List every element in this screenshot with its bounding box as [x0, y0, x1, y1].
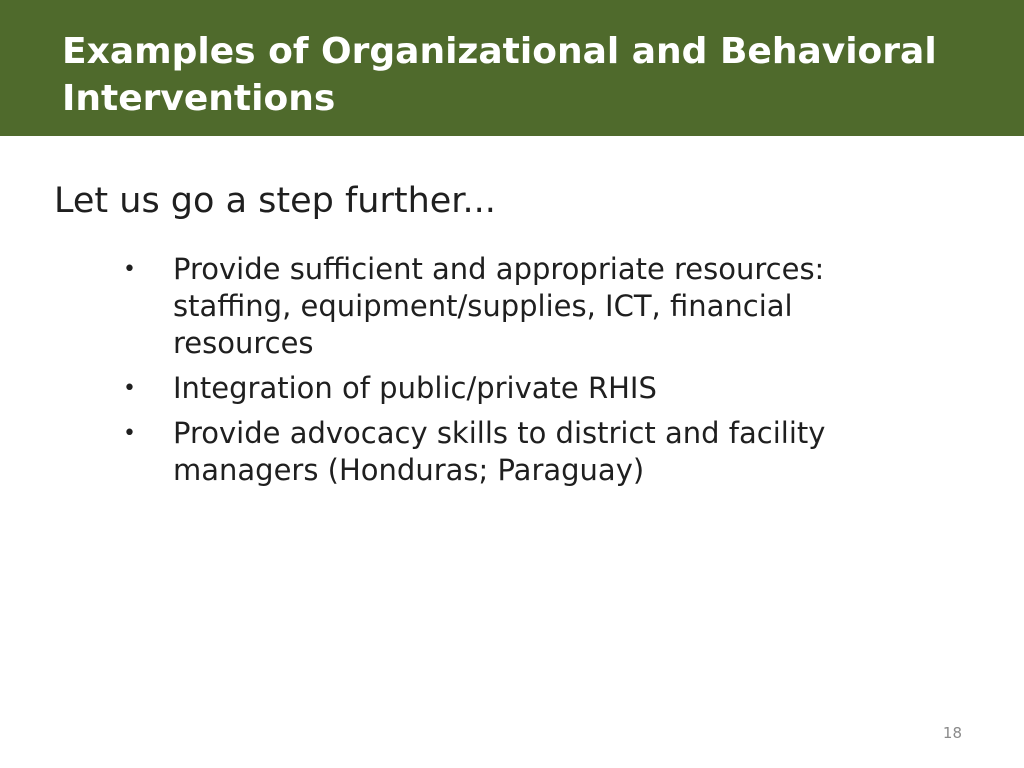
slide-subtitle: Let us go a step further... [54, 181, 496, 221]
bullet-dot-icon: • [123, 376, 136, 401]
bullet-item [118, 251, 918, 362]
bullet-text: Integration of public/private RHIS [173, 371, 657, 405]
bullet-text: Provide advocacy skills to district and facility managers (Honduras; Paraguay) [173, 416, 826, 487]
bullet-text: Provide sufficient and appropriate resources: staffing, equipment/supplies, ICT, financial resources [173, 252, 825, 360]
title-bar [0, 0, 1024, 136]
slide-title: Examples of Organizational and Behavioral Interventions [62, 31, 937, 119]
bullet-dot-icon: • [123, 421, 136, 446]
page-number: 18 [942, 724, 962, 742]
bullet-list [118, 251, 918, 497]
bullet-item [118, 415, 918, 489]
bullet-item [118, 370, 918, 407]
bullet-dot-icon: • [123, 257, 136, 282]
